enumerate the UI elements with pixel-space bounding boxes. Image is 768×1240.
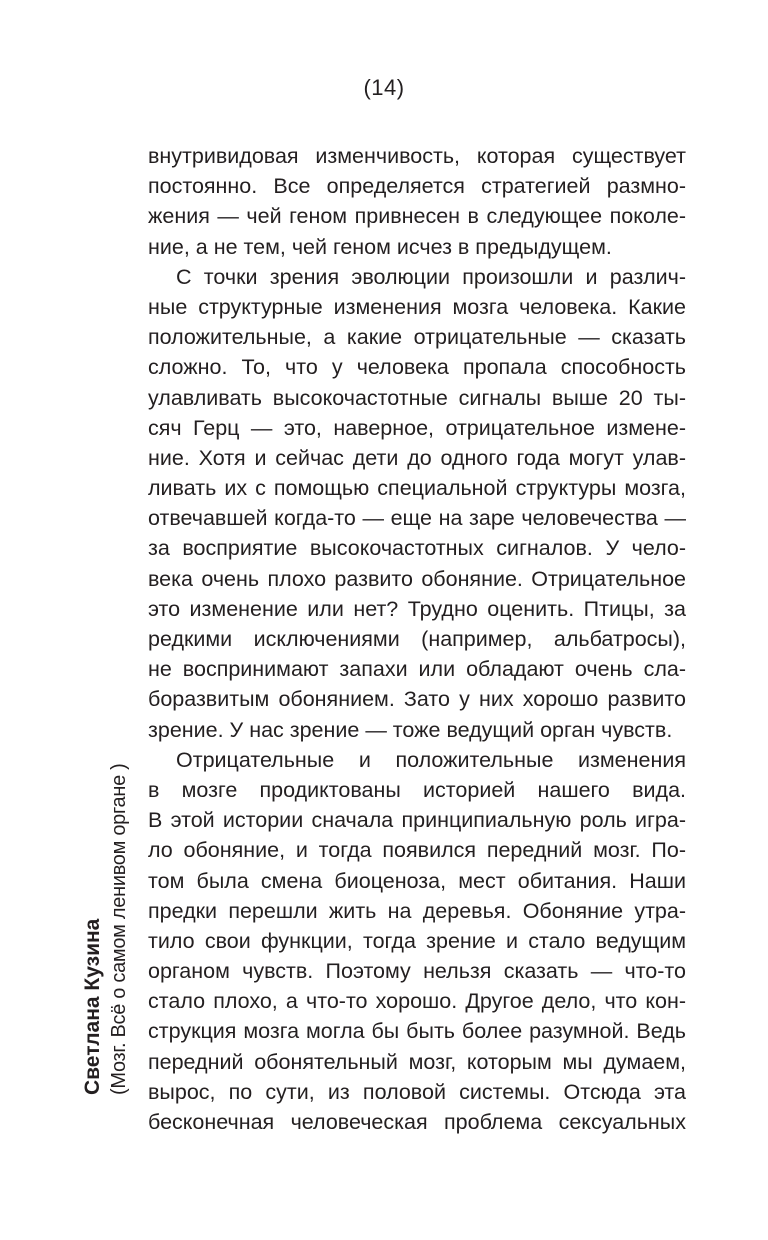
text-line: отвечавшей когда-то — еще на заре человечества — — [148, 506, 686, 531]
text-line: бесконечная человеческая проблема сексуальных — [148, 1110, 686, 1134]
text-line: положительные, а какие отрицательные — сказать — [148, 325, 686, 350]
text-line: вырос, по сути, из половой системы. Отсюда эта — [148, 1079, 686, 1104]
text-line: постоянно. Все определяется стратегией размно- — [148, 174, 686, 199]
text-line: боразвитым обонянием. Зато у них хорошо развито — [148, 687, 686, 712]
body-text — [148, 141, 686, 1137]
text-line: в мозге продиктованы историей нашего вида. — [148, 777, 686, 802]
text-line: внутривидовая изменчивость, которая существует — [148, 144, 686, 168]
text-line: ные структурные изменения мозга человека. Какие — [148, 294, 686, 319]
text-line: предки перешли жить на деревья. Обоняние утра- — [148, 898, 686, 923]
text-line: ливать их с помощью специальной структуры мозга, — [148, 476, 686, 501]
text-line: струкция мозга могла бы быть более разумной. Ведь — [148, 1019, 686, 1044]
text-line: стало плохо, а что-то хорошо. Другое дело, что кон- — [148, 989, 686, 1014]
page-number: (14) — [363, 75, 405, 100]
text-line: жения — чей геном привнесен в следующее поколе- — [148, 204, 686, 229]
text-line: это изменение или нет? Трудно оценить. Птицы, за — [148, 596, 686, 621]
text-line: зрение. У нас зрение — тоже ведущий орган чувств. — [148, 717, 673, 742]
spine-author: Светлана Кузина — [81, 918, 104, 1095]
text-line: ние, а не тем, чей геном исчез в предыдущем. — [148, 234, 612, 259]
text-line: улавливать высокочастотные сигналы выше 20 ты- — [148, 385, 686, 410]
text-line: том была смена биоценоза, мест обитания. Наши — [148, 868, 686, 893]
text-line: редкими исключениями (например, альбатросы), — [148, 627, 686, 651]
text-line: сяч Герц — это, наверное, отрицательное измене- — [148, 415, 686, 440]
text-line: тило свои функции, тогда зрение и стало ведущим — [148, 928, 686, 953]
text-line: ло обоняние, и тогда появился передний мозг. По- — [148, 838, 686, 863]
text-line: передний обонятельный мозг, которым мы думаем, — [148, 1049, 686, 1074]
text-line: органом чувств. Поэтому нельзя сказать — что-то — [148, 959, 686, 984]
spine-header — [80, 675, 140, 1095]
text-line: не воспринимают запахи или обладают очень сла- — [148, 657, 686, 682]
text-line: за восприятие высокочастотных сигналов. У чело- — [148, 536, 686, 561]
text-line: сложно. То, что у человека пропала способность — [148, 355, 686, 380]
paragraph — [148, 262, 686, 745]
text-line: С точки зрения эволюции произошли и различ- — [176, 264, 686, 289]
text-line: века очень плохо развито обоняние. Отрицательное — [148, 566, 686, 591]
paragraph — [148, 745, 686, 1137]
text-line: В этой истории сначала принципиальную роль игра- — [148, 808, 686, 833]
paragraph — [148, 141, 686, 262]
text-line: Отрицательные и положительные изменения — [176, 747, 686, 772]
text-line: ние. Хотя и сейчас дети до одного года могут улав- — [148, 445, 686, 470]
spine-book-title: (Мозг. Всё о самом ленивом органе ) — [108, 763, 130, 1095]
